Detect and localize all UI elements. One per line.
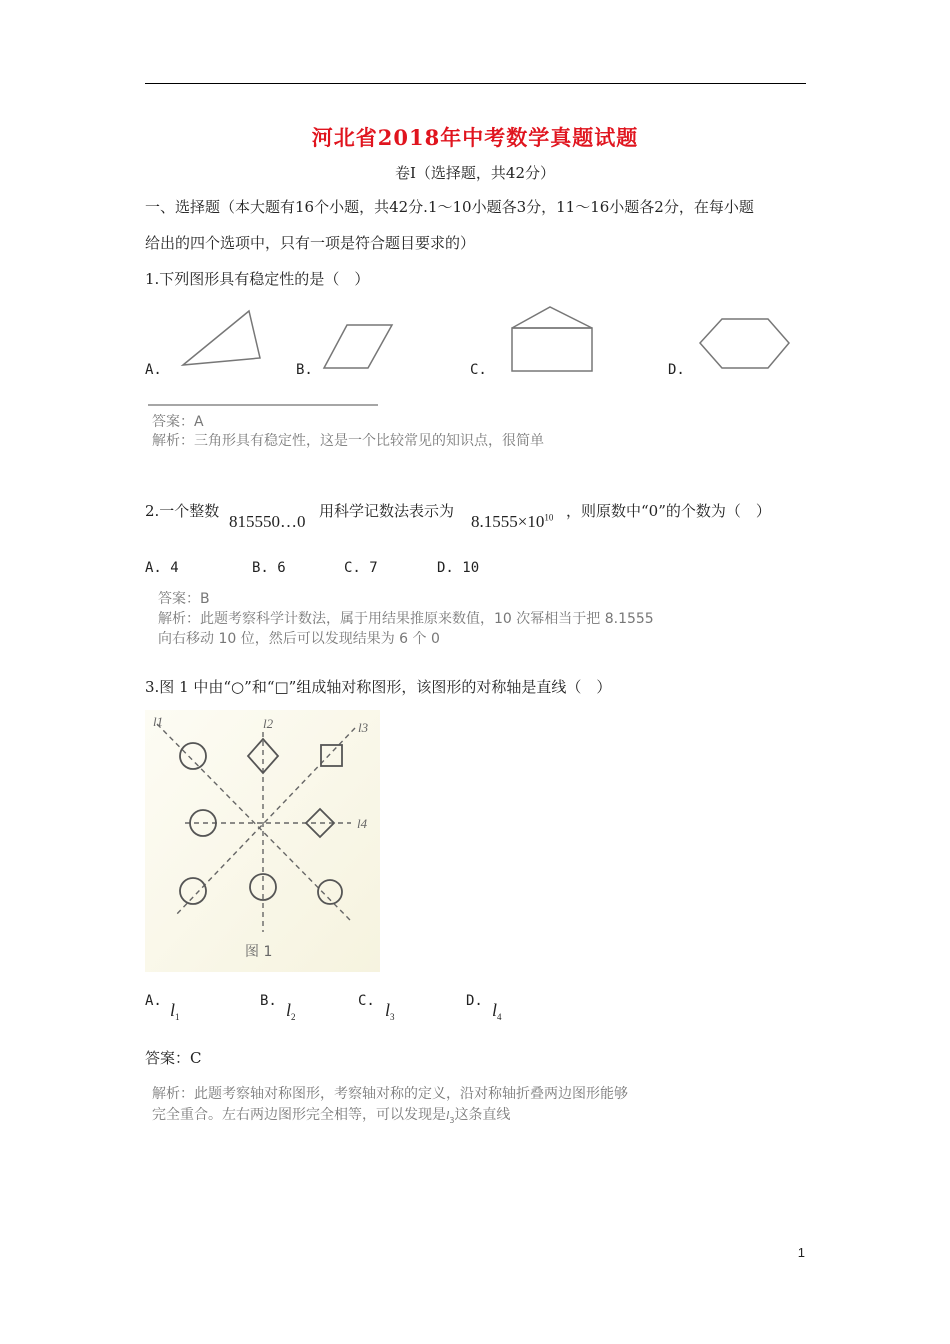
section-instructions-line2: 给出的四个选项中，只有一项是符合题目要求的）: [145, 234, 476, 252]
q3-option-c-sub: 3: [390, 1012, 395, 1023]
q3-option-b-sub: 2: [291, 1012, 296, 1023]
axis-l2-label: l2: [263, 716, 274, 731]
q3-option-b-value: [286, 1000, 296, 1022]
q3-answer: 答案：C: [145, 1049, 202, 1067]
q2-option-d: D. 10: [437, 560, 480, 576]
q3-explanation-var: l: [446, 1108, 450, 1122]
axis-l4-label: l4: [357, 816, 368, 831]
q3-option-a-value: [170, 1000, 180, 1022]
q3-explanation-sub: 3: [449, 1115, 455, 1125]
triangle-shape: [183, 311, 260, 365]
q2-number: 815550…0: [229, 512, 306, 531]
q1-stem: 1.下列图形具有稳定性的是（ ）: [145, 270, 370, 288]
q2-option-c: C. 7: [344, 560, 378, 576]
q2-explanation-line2: 向右移动 10 位，然后可以发现结果为 6 个 0: [158, 631, 440, 647]
q2-option-b: B. 6: [252, 560, 286, 576]
q3-option-c-var: l: [385, 1000, 391, 1020]
page-subtitle: 卷Ⅰ（选择题，共42分）: [394, 164, 555, 182]
q1-option-d: D.: [668, 362, 685, 378]
q3-option-b-var: l: [286, 1000, 292, 1020]
q1-explanation: 解析：三角形具有稳定性，这是一个比较常见的知识点，很简单: [152, 433, 544, 449]
q3-option-d-value: [492, 1000, 502, 1022]
q1-option-b: B.: [296, 362, 313, 378]
q3-option-d-sub: 4: [497, 1012, 502, 1023]
q3-option-a-sub: 1: [175, 1012, 180, 1023]
q2-stem-start: 2.一个整数: [145, 502, 220, 520]
q3-option-d-letter: D.: [466, 993, 483, 1009]
q1-answer: 答案：A: [152, 414, 204, 430]
q2-stem-end: ，则原数中“0”的个数为（ ）: [566, 502, 771, 520]
figure-1: [145, 710, 380, 972]
q2-explanation-line1: 解析：此题考察科学计数法，属于用结果推原来数值，10 次幂相当于把 8.1555: [158, 611, 654, 627]
q1-option-c: C.: [470, 362, 487, 378]
q1-option-a: A.: [145, 362, 162, 378]
axis-l1-label: l1: [153, 714, 164, 729]
figure-caption: 图 1: [245, 944, 273, 960]
q2-stem-middle: 用科学记数法表示为: [319, 502, 455, 520]
q3-option-a-var: l: [170, 1000, 176, 1020]
page-title: 河北省2018年中考数学真题试题: [311, 125, 639, 150]
axis-l3-label: l3: [358, 720, 369, 735]
parallelogram-shape: [324, 325, 392, 368]
q3-explanation-line1: 解析：此题考察轴对称图形，考察轴对称的定义，沿对称轴折叠两边图形能够: [152, 1086, 628, 1102]
q2-option-a: A. 4: [145, 560, 179, 576]
q3-explanation-line2-end: 这条直线: [454, 1107, 511, 1123]
hexagon-shape: [700, 319, 789, 368]
q3-option-c-letter: C.: [358, 993, 375, 1009]
q2-sci-exponent: 10: [544, 512, 554, 523]
q2-sci-base: 8.1555×10: [471, 512, 545, 531]
house-shape: [512, 307, 592, 371]
q3-stem: 3.图 1 中由“○”和“□”组成轴对称图形，该图形的对称轴是直线（ ）: [145, 678, 612, 696]
page-number: 1: [797, 1245, 805, 1260]
q3-option-b-letter: B.: [260, 993, 277, 1009]
q3-explanation-line2: [152, 1104, 510, 1125]
q3-option-d-var: l: [492, 1000, 498, 1020]
q2-answer: 答案：B: [158, 591, 210, 607]
section-instructions-line1: 一、选择题（本大题有16个小题，共42分.1～10小题各3分，11～16小题各2分，在每小题: [145, 198, 754, 216]
q1-shapes: [0, 0, 950, 420]
q3-option-c-value: [385, 1000, 395, 1022]
q3-explanation-line2-text: 完全重合。左右两边图形完全相等，可以发现是: [152, 1107, 446, 1123]
q2-scientific-notation: [471, 512, 553, 532]
q3-option-a-letter: A.: [145, 993, 162, 1009]
